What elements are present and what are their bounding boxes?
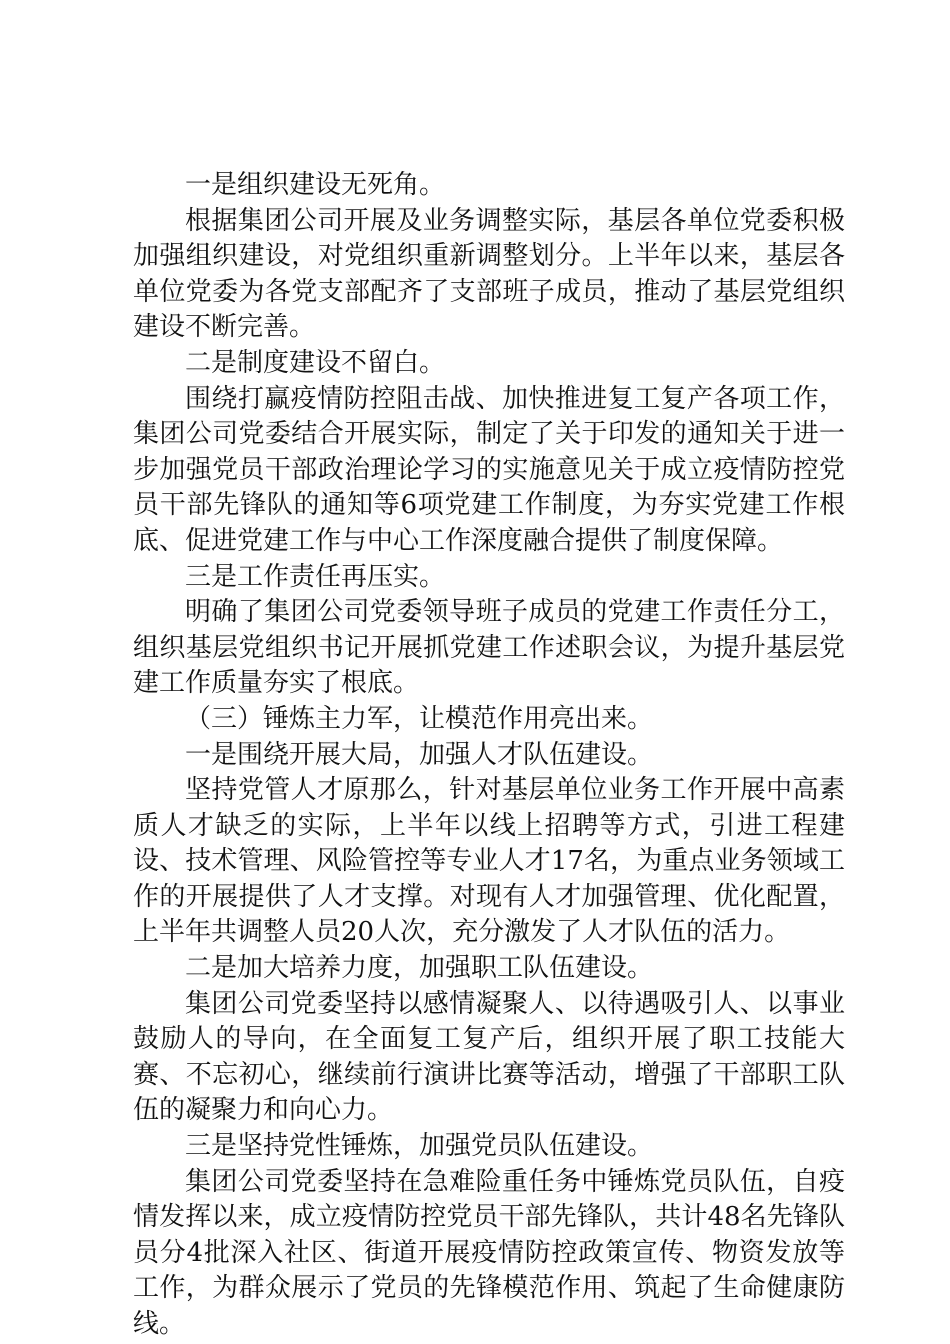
body-paragraph: 集团公司党委坚持以感情凝聚人、以待遇吸引人、以事业鼓励人的导向，在全面复工复产后，组织开展了职工技能大赛、不忘初心，继续前行演讲比赛等活动，增强了干部职工队伍的凝聚力和向心力。 xyxy=(133,988,845,1126)
document-body xyxy=(133,168,845,1343)
body-paragraph: 坚持党管人才原那么，针对基层单位业务工作开展中高素质人才缺乏的实际，上半年以线上招聘等方式，引进工程建设、技术管理、风险管控等专业人才17名，为重点业务领域工作的开展提供了人才支撑。对现有人才加强管理、优化配置，上半年共调整人员20人次，充分激发了人才队伍的活力。 xyxy=(133,775,845,948)
subheading-responsibility: 三是工作责任再压实。 xyxy=(185,561,446,592)
subheading-staff: 二是加大培养力度，加强职工队伍建设。 xyxy=(185,953,654,984)
body-paragraph: 根据集团公司开展及业务调整实际，基层各单位党委积极加强组织建设，对党组织重新调整划分。上半年以来，基层各单位党委为各党支部配齐了支部班子成员，推动了基层党组织建设不断完善。 xyxy=(133,205,845,343)
body-paragraph: 围绕打赢疫情防控阻击战、加快推进复工复产各项工作，集团公司党委结合开展实际，制定了关于印发的通知关于进一步加强党员干部政治理论学习的实施意见关于成立疫情防控党员干部先锋队的通知等6项党建工作制度，为夯实党建工作根底、促进党建工作与中心工作深度融合提供了制度保障。 xyxy=(133,383,845,556)
subheading-party-members: 三是坚持党性锤炼，加强党员队伍建设。 xyxy=(185,1131,654,1162)
body-paragraph: 明确了集团公司党委领导班子成员的党建工作责任分工，组织基层党组织书记开展抓党建工作述职会议，为提升基层党建工作质量夯实了根底。 xyxy=(133,597,845,699)
subheading-organization: 一是组织建设无死角。 xyxy=(185,170,446,200)
body-paragraph: 集团公司党委坚持在急难险重任务中锤炼党员队伍，自疫情发挥以来，成立疫情防控党员干部先锋队，共计48名先锋队员分4批深入社区、街道开展疫情防控政策宣传、物资发放等工作，为群众展示了党员的先锋模范作用、筑起了生命健康防线。 xyxy=(133,1166,845,1339)
subheading-system: 二是制度建设不留白。 xyxy=(185,347,446,378)
subheading-talent: 一是围绕开展大局，加强人才队伍建设。 xyxy=(185,739,654,770)
section-heading-three: （三）锤炼主力军，让模范作用亮出来。 xyxy=(185,703,654,734)
